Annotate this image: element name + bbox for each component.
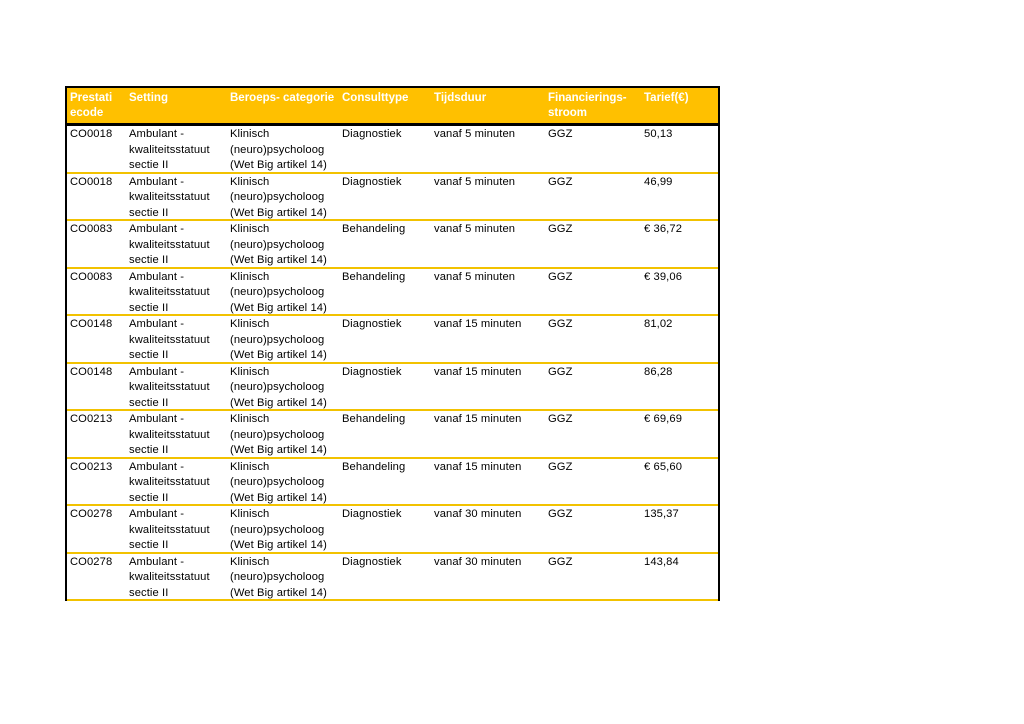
cell-setting: Ambulant - kwaliteitsstatuut sectie II: [129, 555, 210, 599]
table-row: [67, 316, 718, 364]
cell-tijdsduur: vanaf 30 minuten: [434, 508, 522, 520]
cell-consulttype: Behandeling: [342, 460, 406, 473]
cell-consulttype: Behandeling: [342, 413, 406, 425]
cell-beroepscategorie: Klinisch (neuro)psycholoog (Wet Big artikel 14): [230, 318, 327, 361]
cell-prestatiecode: CO0083: [70, 270, 113, 283]
cell-setting: Ambulant - kwaliteitsstatuut sectie II: [129, 365, 210, 409]
cell-prestatiecode: CO0278: [70, 555, 113, 568]
cell-tarief: 135,37: [644, 508, 679, 520]
cell-financieringsstroom: GGZ: [548, 365, 573, 378]
cell-setting: Ambulant - kwaliteitsstatuut sectie II: [129, 413, 210, 456]
cell-beroepscategorie: Klinisch (neuro)psycholoog (Wet Big artikel 14): [230, 223, 327, 266]
cell-beroepscategorie: Klinisch (neuro)psycholoog (Wet Big artikel 14): [230, 365, 327, 409]
cell-tarief: € 36,72: [644, 223, 683, 235]
header-prestatiecode: Prestati ecode: [70, 92, 113, 119]
cell-tarief: 50,13: [644, 128, 673, 140]
cell-financieringsstroom: GGZ: [548, 223, 573, 235]
cell-tijdsduur: vanaf 5 minuten: [434, 128, 516, 140]
cell-setting: Ambulant - kwaliteitsstatuut sectie II: [129, 318, 210, 361]
cell-prestatiecode: CO0148: [70, 365, 113, 378]
cell-setting: Ambulant - kwaliteitsstatuut sectie II: [129, 223, 210, 266]
table-row: [67, 554, 718, 602]
cell-beroepscategorie: Klinisch (neuro)psycholoog (Wet Big artikel 14): [230, 460, 327, 504]
table-row: [67, 364, 718, 412]
cell-prestatiecode: CO0213: [70, 413, 113, 425]
cell-consulttype: Diagnostiek: [342, 175, 402, 188]
cell-financieringsstroom: GGZ: [548, 413, 573, 425]
table-row: [67, 126, 718, 174]
header-financieringsstroom: Financierings- stroom: [548, 92, 627, 119]
cell-tijdsduur: vanaf 5 minuten: [434, 270, 516, 283]
table-row: [67, 269, 718, 317]
cell-setting: Ambulant - kwaliteitsstatuut sectie II: [129, 175, 210, 219]
cell-financieringsstroom: GGZ: [548, 555, 573, 568]
cell-setting: Ambulant - kwaliteitsstatuut sectie II: [129, 460, 210, 504]
cell-prestatiecode: CO0083: [70, 223, 113, 235]
cell-setting: Ambulant - kwaliteitsstatuut sectie II: [129, 270, 210, 314]
cell-tarief: € 39,06: [644, 270, 683, 283]
header-tarief: Tarief(€): [644, 92, 689, 104]
cell-financieringsstroom: GGZ: [548, 318, 573, 330]
cell-consulttype: Diagnostiek: [342, 555, 402, 568]
cell-consulttype: Behandeling: [342, 270, 406, 283]
cell-beroepscategorie: Klinisch (neuro)psycholoog (Wet Big artikel 14): [230, 508, 327, 551]
cell-consulttype: Behandeling: [342, 223, 406, 235]
cell-setting: Ambulant - kwaliteitsstatuut sectie II: [129, 128, 210, 171]
cell-prestatiecode: CO0018: [70, 175, 113, 188]
cell-tarief: 143,84: [644, 555, 679, 568]
cell-tijdsduur: vanaf 15 minuten: [434, 460, 522, 473]
cell-tijdsduur: vanaf 15 minuten: [434, 413, 522, 425]
cell-consulttype: Diagnostiek: [342, 128, 402, 140]
cell-prestatiecode: CO0278: [70, 508, 113, 520]
header-beroepscategorie: Beroeps- categorie: [230, 92, 335, 104]
cell-tarief: 81,02: [644, 318, 673, 330]
cell-setting: Ambulant - kwaliteitsstatuut sectie II: [129, 508, 210, 551]
header-setting: Setting: [129, 92, 168, 104]
table-row: [67, 506, 718, 554]
cell-tijdsduur: vanaf 15 minuten: [434, 318, 522, 330]
cell-beroepscategorie: Klinisch (neuro)psycholoog (Wet Big artikel 14): [230, 413, 327, 456]
table-row: [67, 411, 718, 459]
cell-consulttype: Diagnostiek: [342, 365, 402, 378]
cell-tijdsduur: vanaf 5 minuten: [434, 175, 516, 188]
header-consulttype: Consulttype: [342, 92, 409, 104]
cell-tijdsduur: vanaf 15 minuten: [434, 365, 522, 378]
cell-financieringsstroom: GGZ: [548, 175, 573, 188]
cell-consulttype: Diagnostiek: [342, 318, 402, 330]
cell-beroepscategorie: Klinisch (neuro)psycholoog (Wet Big artikel 14): [230, 175, 327, 219]
cell-financieringsstroom: GGZ: [548, 460, 573, 473]
cell-financieringsstroom: GGZ: [548, 508, 573, 520]
cell-tarief: 46,99: [644, 175, 673, 188]
cell-beroepscategorie: Klinisch (neuro)psycholoog (Wet Big artikel 14): [230, 555, 327, 599]
table-row: [67, 174, 718, 222]
cell-financieringsstroom: GGZ: [548, 270, 573, 283]
table-row: [67, 459, 718, 507]
table-header: [67, 88, 718, 126]
table-row: [67, 221, 718, 269]
cell-tarief: 86,28: [644, 365, 673, 378]
cell-tarief: € 65,60: [644, 460, 683, 473]
cell-consulttype: Diagnostiek: [342, 508, 402, 520]
header-tijdsduur: Tijdsduur: [434, 92, 487, 104]
tariff-table: [65, 86, 720, 601]
cell-beroepscategorie: Klinisch (neuro)psycholoog (Wet Big artikel 14): [230, 128, 327, 171]
cell-tijdsduur: vanaf 5 minuten: [434, 223, 516, 235]
cell-prestatiecode: CO0148: [70, 318, 113, 330]
cell-prestatiecode: CO0213: [70, 460, 113, 473]
cell-tijdsduur: vanaf 30 minuten: [434, 555, 522, 568]
cell-prestatiecode: CO0018: [70, 128, 113, 140]
cell-tarief: € 69,69: [644, 413, 683, 425]
cell-financieringsstroom: GGZ: [548, 128, 573, 140]
cell-beroepscategorie: Klinisch (neuro)psycholoog (Wet Big artikel 14): [230, 270, 327, 314]
